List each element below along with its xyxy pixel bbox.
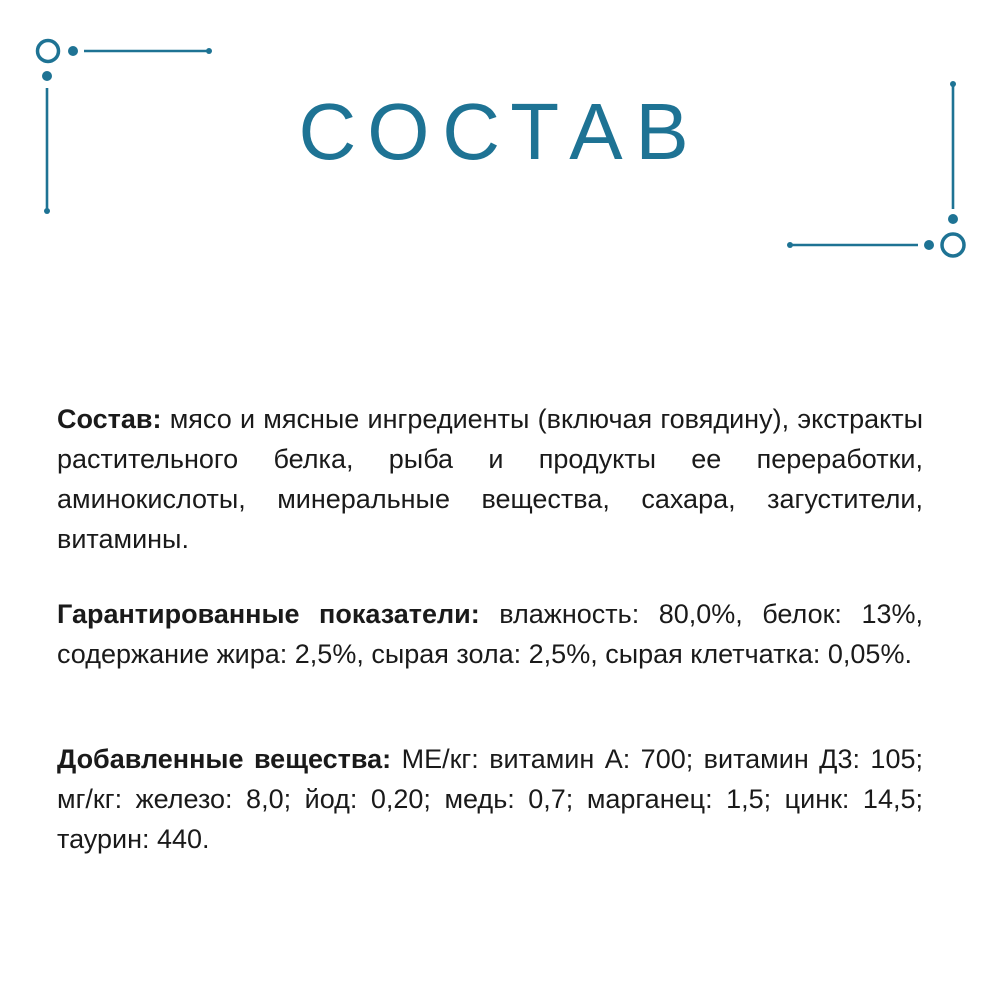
ring-icon — [38, 41, 59, 62]
line-end-dot-icon — [950, 81, 956, 87]
dot-icon — [924, 240, 934, 250]
dot-icon — [42, 71, 52, 81]
line-end-dot-icon — [206, 48, 212, 54]
composition-paragraph — [57, 399, 923, 559]
additives-paragraph — [57, 739, 923, 859]
composition-body: мясо и мясные ингредиенты (включая говядину), экстракты растительного белка, рыба и продукты ее переработки, аминокислоты, минеральные вещества, сахара, загустители, витамины. — [57, 404, 923, 554]
line-end-dot-icon — [787, 242, 793, 248]
dot-icon — [68, 46, 78, 56]
additives-body: МЕ/кг: витамин А: 700; витамин Д3: 105; мг/кг: железо: 8,0; йод: 0,20; медь: 0,7; марганец: 1,5; цинк: 14,5; таурин: 440. — [57, 744, 923, 854]
guaranteed-analysis-body: влажность: 80,0%, белок: 13%, содержание жира: 2,5%, сырая зола: 2,5%, сырая клетчатка: 0,05%. — [57, 599, 923, 669]
page-title: СОСТАВ — [298, 87, 702, 176]
line-end-dot-icon — [44, 208, 50, 214]
additives-lead: Добавленные вещества: — [57, 744, 392, 774]
composition-lead: Состав: — [57, 404, 162, 434]
guaranteed-analysis-lead: Гарантированные показатели: — [57, 599, 480, 629]
guaranteed-analysis-paragraph — [57, 594, 923, 674]
dot-icon — [948, 214, 958, 224]
ring-icon — [942, 234, 964, 256]
